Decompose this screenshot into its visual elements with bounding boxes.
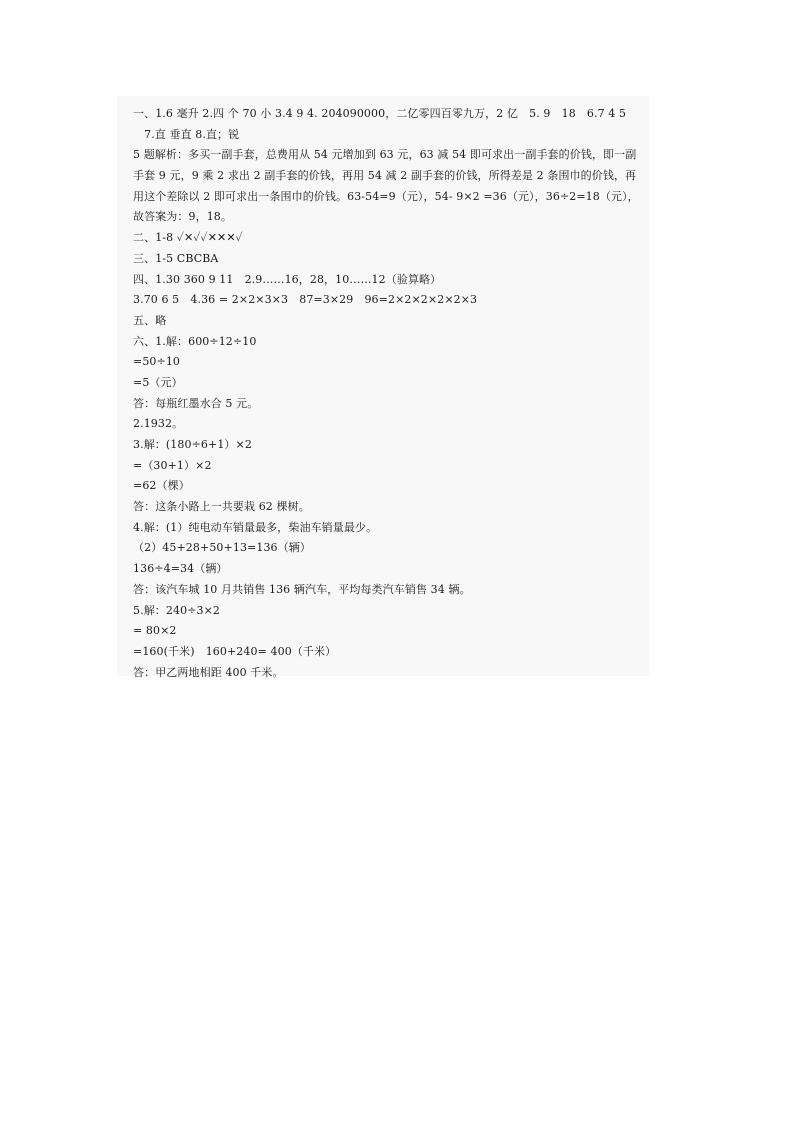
answer-line-19: =62（棵） [133,479,190,493]
answer-line-25: 5.解：240÷3×2 [133,603,221,617]
answer-line-12: 六、1.解：600÷12÷10 [133,334,257,348]
answer-line-5: 用这个差除以 2 即可求出一条围巾的价钱。63-54=9（元），54- 9×2 =36（元），36÷2=18（元）， [133,189,639,203]
answer-line-8: 三、1-5 CBCBA [133,251,219,265]
answer-line-26: = 80×2 [133,624,177,638]
answer-line-3: 5 题解析：多买一副手套，总费用从 54 元增加到 63 元，63 减 54 即可求出一副手套的价钱，即一副 [133,148,637,162]
answer-line-17: 3.解：(180÷6+1）×2 [133,438,252,451]
answer-line-1: 一、1.6 毫升 2.四 个 70 小 3.4 9 4. 204090000，二亿零四百零九万，2 亿 5. 9 18 6.7 4 5 [133,107,627,120]
answer-line-23: 136÷4=34（辆） [133,562,228,576]
answer-line-7: 二、1-8 ✓✕✓✓✕✕✕✓ [133,231,243,245]
answer-line-13: =50÷10 [133,355,181,369]
answer-line-11: 五、略 [133,313,167,327]
answer-line-21: 4.解：(1）纯电动车销量最多，柴油车销量最少。 [133,520,378,534]
answer-line-6: 故答案为：9，18。 [133,210,232,224]
answer-line-28: 答：甲乙两地相距 400 千米。 [133,665,284,679]
answer-line-18: =（30+1）×2 [133,458,212,472]
answer-line-14: =5（元） [133,375,183,389]
answer-line-2: 7.直 垂直 8.直；锐 [133,127,240,141]
answer-line-10: 3.70 6 5 4.36 = 2×2×3×3 87=3×29 96=2×2×2×2×2×3 [133,293,478,307]
answer-line-27: =160(千米) 160+240= 400（千米） [133,644,337,658]
answer-line-4: 手套 9 元，9 乘 2 求出 2 副手套的价钱，再用 54 减 2 副手套的价钱，所得差是 2 条围巾的价钱，再 [133,169,637,183]
answer-line-9: 四、1.30 360 9 11 2.9……16，28，10……12（验算略） [133,272,442,286]
answer-line-22: （2）45+28+50+13=136（辆） [133,541,311,555]
answer-line-16: 2.1932。 [133,417,184,431]
answer-line-20: 答：这条小路上一共要栽 62 棵树。 [133,500,310,514]
answer-key [133,104,653,683]
answer-line-15: 答：每瓶红墨水合 5 元。 [133,396,259,410]
answer-line-24: 答：该汽车城 10 月共销售 136 辆汽车，平均每类汽车销售 34 辆。 [133,582,471,596]
